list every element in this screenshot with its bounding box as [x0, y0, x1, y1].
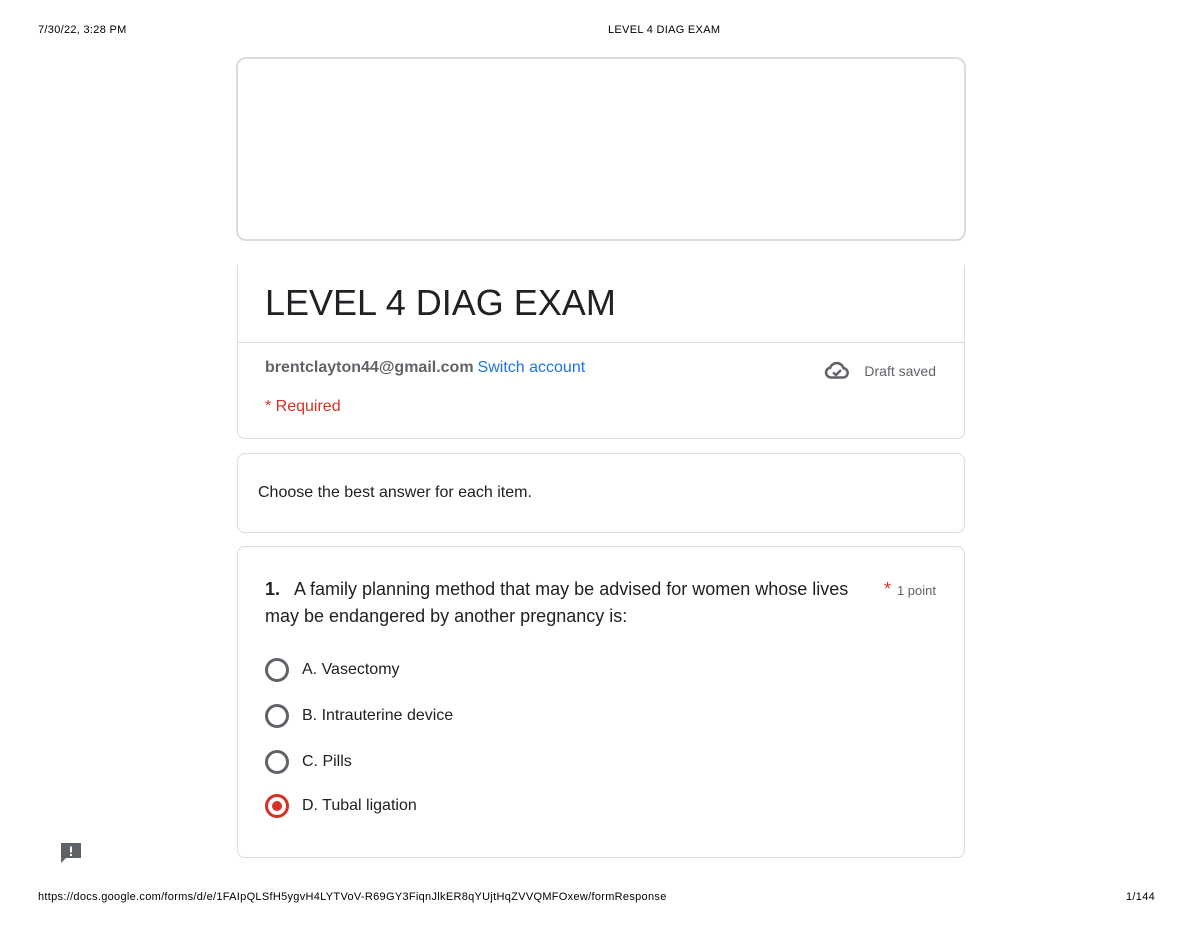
- print-page-number: 1/144: [1126, 891, 1156, 903]
- account-email: brentclayton44@gmail.com: [265, 359, 474, 376]
- radio-unchecked-icon[interactable]: [265, 658, 289, 682]
- radio-dot: [272, 801, 282, 811]
- header-divider: [238, 342, 964, 343]
- feedback-button[interactable]: [58, 840, 84, 871]
- option-label: A. Vasectomy: [302, 661, 400, 678]
- draft-status-text: Draft saved: [864, 363, 936, 379]
- question-text: [265, 576, 875, 630]
- switch-account-link[interactable]: Switch account: [477, 359, 586, 376]
- feedback-icon: [58, 840, 84, 866]
- required-asterisk: *: [883, 579, 891, 599]
- question-card: [237, 546, 965, 858]
- radio-unchecked-icon[interactable]: [265, 750, 289, 774]
- question-number: 1.: [265, 579, 281, 599]
- question-points: 1 point: [896, 583, 936, 598]
- radio-unchecked-icon[interactable]: [265, 704, 289, 728]
- form-title: LEVEL 4 DIAG EXAM: [265, 282, 616, 323]
- option-d[interactable]: [265, 794, 417, 818]
- account-row: [265, 359, 585, 377]
- option-label: C. Pills: [302, 753, 352, 770]
- required-note: * Required: [265, 398, 341, 415]
- form-banner: [236, 57, 966, 241]
- option-label: B. Intrauterine device: [302, 707, 454, 724]
- question-points-row: [884, 579, 936, 600]
- option-a[interactable]: [265, 658, 400, 682]
- form-header-card: [237, 265, 965, 439]
- option-b[interactable]: [265, 704, 453, 728]
- print-title: LEVEL 4 DIAG EXAM: [608, 24, 721, 36]
- option-label: D. Tubal ligation: [302, 797, 417, 814]
- draft-status: [824, 361, 936, 381]
- print-url: https://docs.google.com/forms/d/e/1FAIpQLSfH5ygvH4LYTVoV-R69GY3FiqnJlkER8qYUjtHqZVVQMFOxew/formResponse: [38, 891, 667, 903]
- cloud-done-icon: [824, 361, 850, 381]
- radio-checked-icon[interactable]: [265, 794, 289, 818]
- print-datetime: 7/30/22, 3:28 PM: [38, 24, 127, 36]
- description-card: [237, 453, 965, 533]
- option-c[interactable]: [265, 750, 352, 774]
- question-body: A family planning method that may be advised for women whose lives may be endangered by another pregnancy is:: [265, 579, 849, 626]
- form-description: Choose the best answer for each item.: [258, 484, 532, 501]
